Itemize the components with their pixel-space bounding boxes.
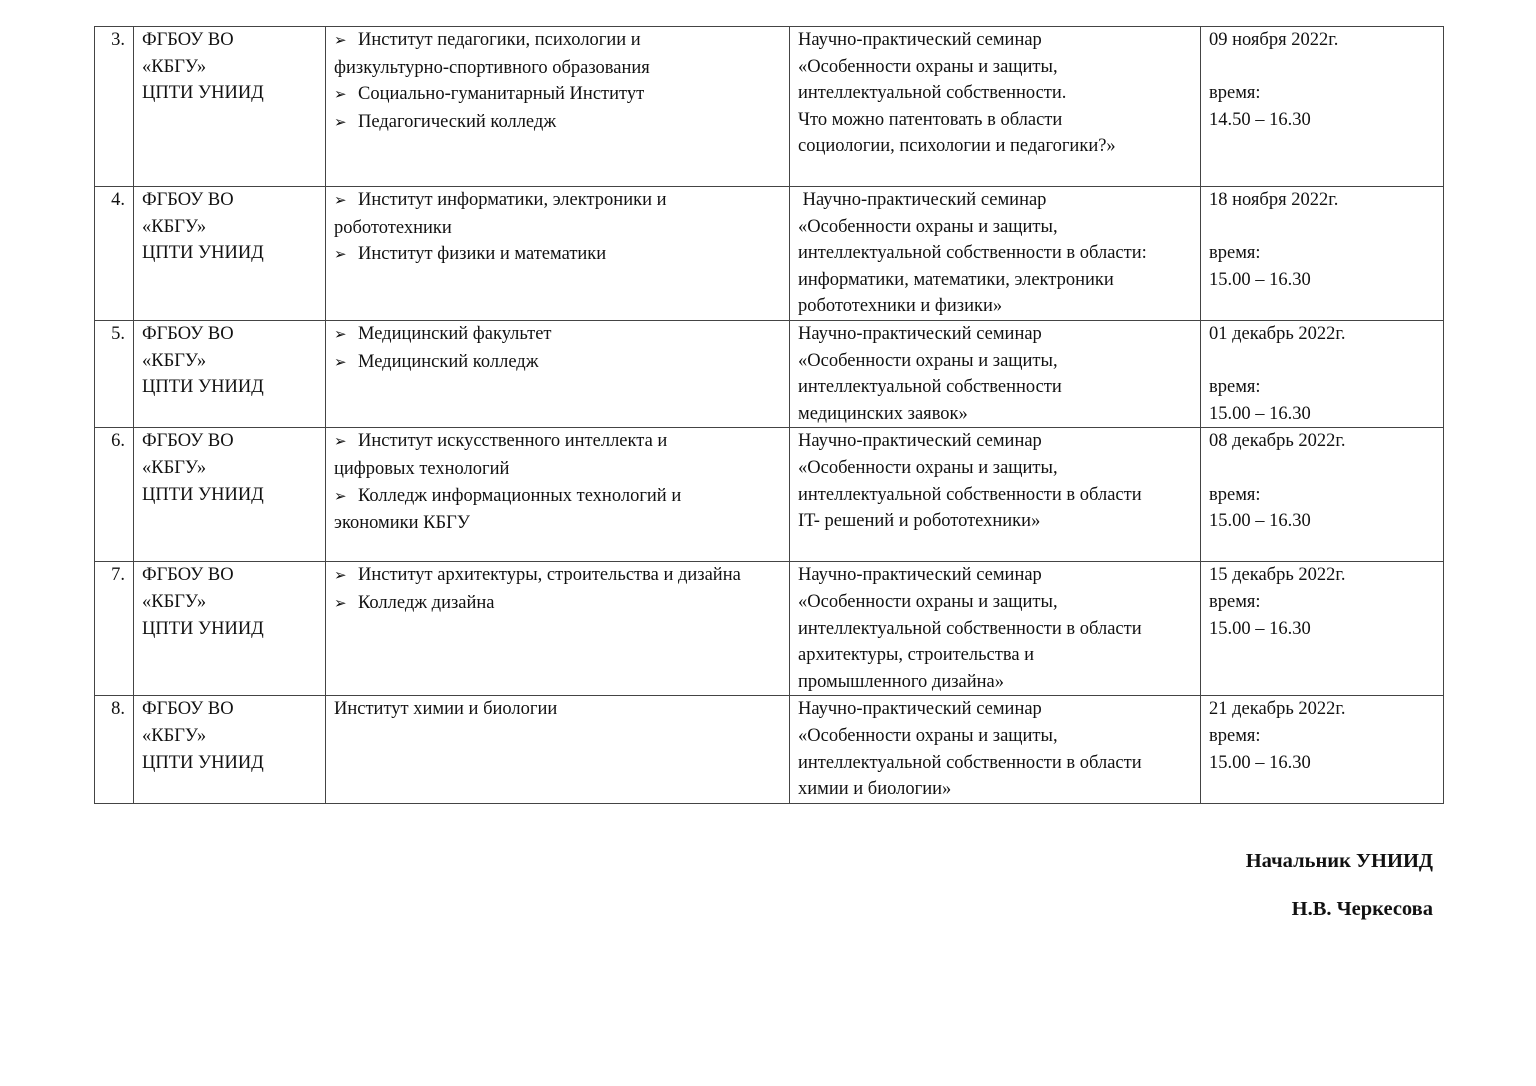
institute-text: Социально-гуманитарный Институт [358, 84, 645, 105]
event-line: Научно-практический семинар [798, 565, 1042, 586]
institutes-list [334, 27, 781, 136]
arrow-bullet-icon: ➢ [334, 193, 347, 209]
institute-text: Педагогический колледж [358, 111, 557, 132]
organization-line: ЦПТИ УНИИД [142, 377, 264, 398]
table-row [95, 187, 1444, 321]
institute-text: Медицинский колледж [358, 351, 539, 372]
institute-text: Институт физики и математики [358, 244, 607, 265]
arrow-bullet-icon: ➢ [334, 568, 347, 585]
date-cell [1201, 321, 1444, 428]
institute-text: Колледж дизайна [358, 592, 495, 613]
row-number: 8. [95, 696, 134, 803]
row-number: 6. [95, 428, 134, 562]
date-cell [1201, 562, 1444, 696]
institutes-cell [326, 187, 790, 321]
event-line: интеллектуальной собственности [798, 377, 1062, 398]
organization-line: ФГБОУ ВО [142, 190, 234, 210]
institute-text: Институт педагогики, психологии и [358, 30, 641, 50]
event-line: промышленного дизайна» [798, 671, 1005, 692]
institute-item [334, 562, 781, 590]
date-cell [1201, 187, 1444, 321]
institute-text: Колледж информационных технологий и [358, 485, 682, 506]
institute-item [334, 349, 781, 377]
date-line: время: [1209, 83, 1261, 104]
organization-cell [134, 187, 326, 321]
institutes-cell [326, 27, 790, 187]
institute-text: робототехники [334, 217, 452, 238]
event-line: Что можно патентовать в области [798, 109, 1063, 130]
arrow-bullet-icon: ➢ [334, 354, 347, 371]
arrow-bullet-icon: ➢ [334, 327, 347, 343]
organization-line: ЦПТИ УНИИД [142, 484, 264, 505]
event-line: «Особенности охраны и защиты, [798, 725, 1058, 746]
event-cell [790, 696, 1201, 803]
event-line: «Особенности охраны и защиты, [798, 216, 1058, 237]
institute-item [334, 590, 781, 618]
date-line: 08 декабрь 2022г. [1209, 431, 1346, 452]
table-row [95, 428, 1444, 562]
organization-line: ЦПТИ УНИИД [142, 618, 264, 639]
institute-item [334, 241, 781, 269]
signature-name: Н.В. Черкесова [1291, 898, 1433, 920]
institutes-cell [326, 562, 790, 696]
date-line [1209, 348, 1435, 375]
event-line: робототехники и физики» [798, 296, 1003, 317]
date-line: 18 ноября 2022г. [1209, 190, 1339, 210]
organization-line: ФГБОУ ВО [142, 699, 234, 720]
event-line: химии и биологии» [798, 779, 952, 800]
arrow-bullet-icon: ➢ [334, 595, 347, 612]
organization-line: ЦПТИ УНИИД [142, 752, 264, 773]
event-line: интеллектуальной собственности. [798, 83, 1067, 104]
organization-line: «КБГУ» [142, 457, 207, 478]
event-line: информатики, математики, электроники [798, 269, 1114, 290]
event-cell [790, 428, 1201, 562]
institutes-cell [326, 696, 790, 803]
arrow-bullet-icon: ➢ [334, 87, 347, 104]
signature-title: Начальник УНИИД [1245, 850, 1433, 872]
institutes-list [334, 321, 781, 376]
event-line: «Особенности охраны и защиты, [798, 56, 1058, 77]
event-line: медицинских заявок» [798, 403, 968, 424]
institute-item [334, 696, 781, 723]
institute-text: физкультурно-спортивного образования [334, 57, 650, 78]
institute-text: экономики КБГУ [334, 513, 470, 534]
date-line: 14.50 – 16.30 [1209, 109, 1311, 130]
organization-line: «КБГУ» [142, 216, 207, 237]
schedule-body [95, 27, 1444, 804]
organization-line: ФГБОУ ВО [142, 30, 234, 50]
event-line: интеллектуальной собственности в области [798, 618, 1142, 639]
date-line: 15.00 – 16.30 [1209, 511, 1311, 532]
date-line: 09 ноября 2022г. [1209, 30, 1339, 50]
organization-line: «КБГУ» [142, 56, 207, 77]
date-line: время: [1209, 243, 1261, 264]
arrow-bullet-icon: ➢ [334, 488, 347, 505]
institutes-list [334, 187, 781, 269]
event-cell [790, 27, 1201, 187]
event-line: Научно-практический семинар [798, 699, 1042, 720]
date-line: время: [1209, 377, 1261, 398]
institutes-list [334, 562, 781, 617]
institute-text: Институт химии и биологии [334, 699, 558, 720]
date-line: 15.00 – 16.30 [1209, 403, 1311, 424]
organization-cell [134, 321, 326, 428]
organization-line: ФГБОУ ВО [142, 324, 234, 344]
organization-line: ЦПТИ УНИИД [142, 243, 264, 264]
organization-cell [134, 428, 326, 562]
institute-text: Медицинский факультет [358, 324, 552, 344]
date-line: время: [1209, 591, 1261, 612]
institute-text: Институт искусственного интеллекта и [358, 431, 668, 452]
event-line: архитектуры, строительства и [798, 645, 1035, 666]
institute-item [334, 321, 781, 349]
date-line: 15.00 – 16.30 [1209, 618, 1311, 639]
date-line: время: [1209, 725, 1261, 746]
event-cell [790, 321, 1201, 428]
date-line: 21 декабрь 2022г. [1209, 699, 1346, 720]
event-line: Научно-практический семинар [798, 431, 1042, 452]
arrow-bullet-icon: ➢ [334, 114, 347, 131]
arrow-bullet-icon: ➢ [334, 247, 347, 264]
arrow-bullet-icon: ➢ [334, 33, 347, 49]
institute-item [334, 27, 781, 81]
row-number: 3. [95, 27, 134, 187]
organization-line: ФГБОУ ВО [142, 431, 234, 452]
institutes-list [334, 696, 781, 723]
date-cell [1201, 428, 1444, 562]
date-cell [1201, 696, 1444, 803]
organization-line: ФГБОУ ВО [142, 565, 234, 586]
organization-line: «КБГУ» [142, 725, 207, 746]
organization-line: «КБГУ» [142, 591, 207, 612]
event-line: IT- решений и робототехники» [798, 511, 1041, 532]
institute-item [334, 109, 781, 137]
event-cell [790, 187, 1201, 321]
row-number: 5. [95, 321, 134, 428]
table-row [95, 27, 1444, 187]
event-line: социологии, психологии и педагогики?» [798, 136, 1116, 157]
date-line: 01 декабрь 2022г. [1209, 324, 1346, 344]
date-line: время: [1209, 484, 1261, 505]
institutes-cell [326, 428, 790, 562]
event-line: «Особенности охраны и защиты, [798, 350, 1058, 371]
organization-line: ЦПТИ УНИИД [142, 83, 264, 104]
table-row [95, 696, 1444, 803]
event-line: «Особенности охраны и защиты, [798, 457, 1058, 478]
arrow-bullet-icon: ➢ [334, 434, 347, 451]
date-line [1209, 214, 1435, 241]
event-line: Научно-практический семинар [798, 30, 1042, 50]
organization-line: «КБГУ» [142, 350, 207, 371]
event-line: интеллектуальной собственности в области [798, 752, 1142, 773]
institute-text: Институт информатики, электроники и [358, 190, 667, 210]
date-line: 15.00 – 16.30 [1209, 269, 1311, 290]
organization-cell [134, 27, 326, 187]
event-line: Научно-практический семинар [798, 324, 1042, 344]
event-line: интеллектуальной собственности в области: [798, 243, 1147, 264]
event-line: «Особенности охраны и защиты, [798, 591, 1058, 612]
institute-item [334, 187, 781, 241]
row-number: 7. [95, 562, 134, 696]
row-number: 4. [95, 187, 134, 321]
institute-item [334, 483, 781, 537]
institutes-list [334, 428, 781, 536]
date-cell [1201, 27, 1444, 187]
institute-text: Институт архитектуры, строительства и дизайна [358, 565, 741, 586]
institutes-cell [326, 321, 790, 428]
organization-cell [134, 562, 326, 696]
date-line [1209, 54, 1435, 81]
date-line: 15.00 – 16.30 [1209, 752, 1311, 773]
table-row [95, 321, 1444, 428]
date-line [1209, 455, 1435, 482]
institute-item [334, 428, 781, 482]
institute-item [334, 81, 781, 109]
table-row [95, 562, 1444, 696]
event-cell [790, 562, 1201, 696]
schedule-table [94, 26, 1444, 804]
event-line: интеллектуальной собственности в области [798, 484, 1142, 505]
institute-text: цифровых технологий [334, 458, 510, 479]
date-line: 15 декабрь 2022г. [1209, 565, 1346, 586]
event-line: Научно-практический семинар [798, 190, 1047, 210]
organization-cell [134, 696, 326, 803]
